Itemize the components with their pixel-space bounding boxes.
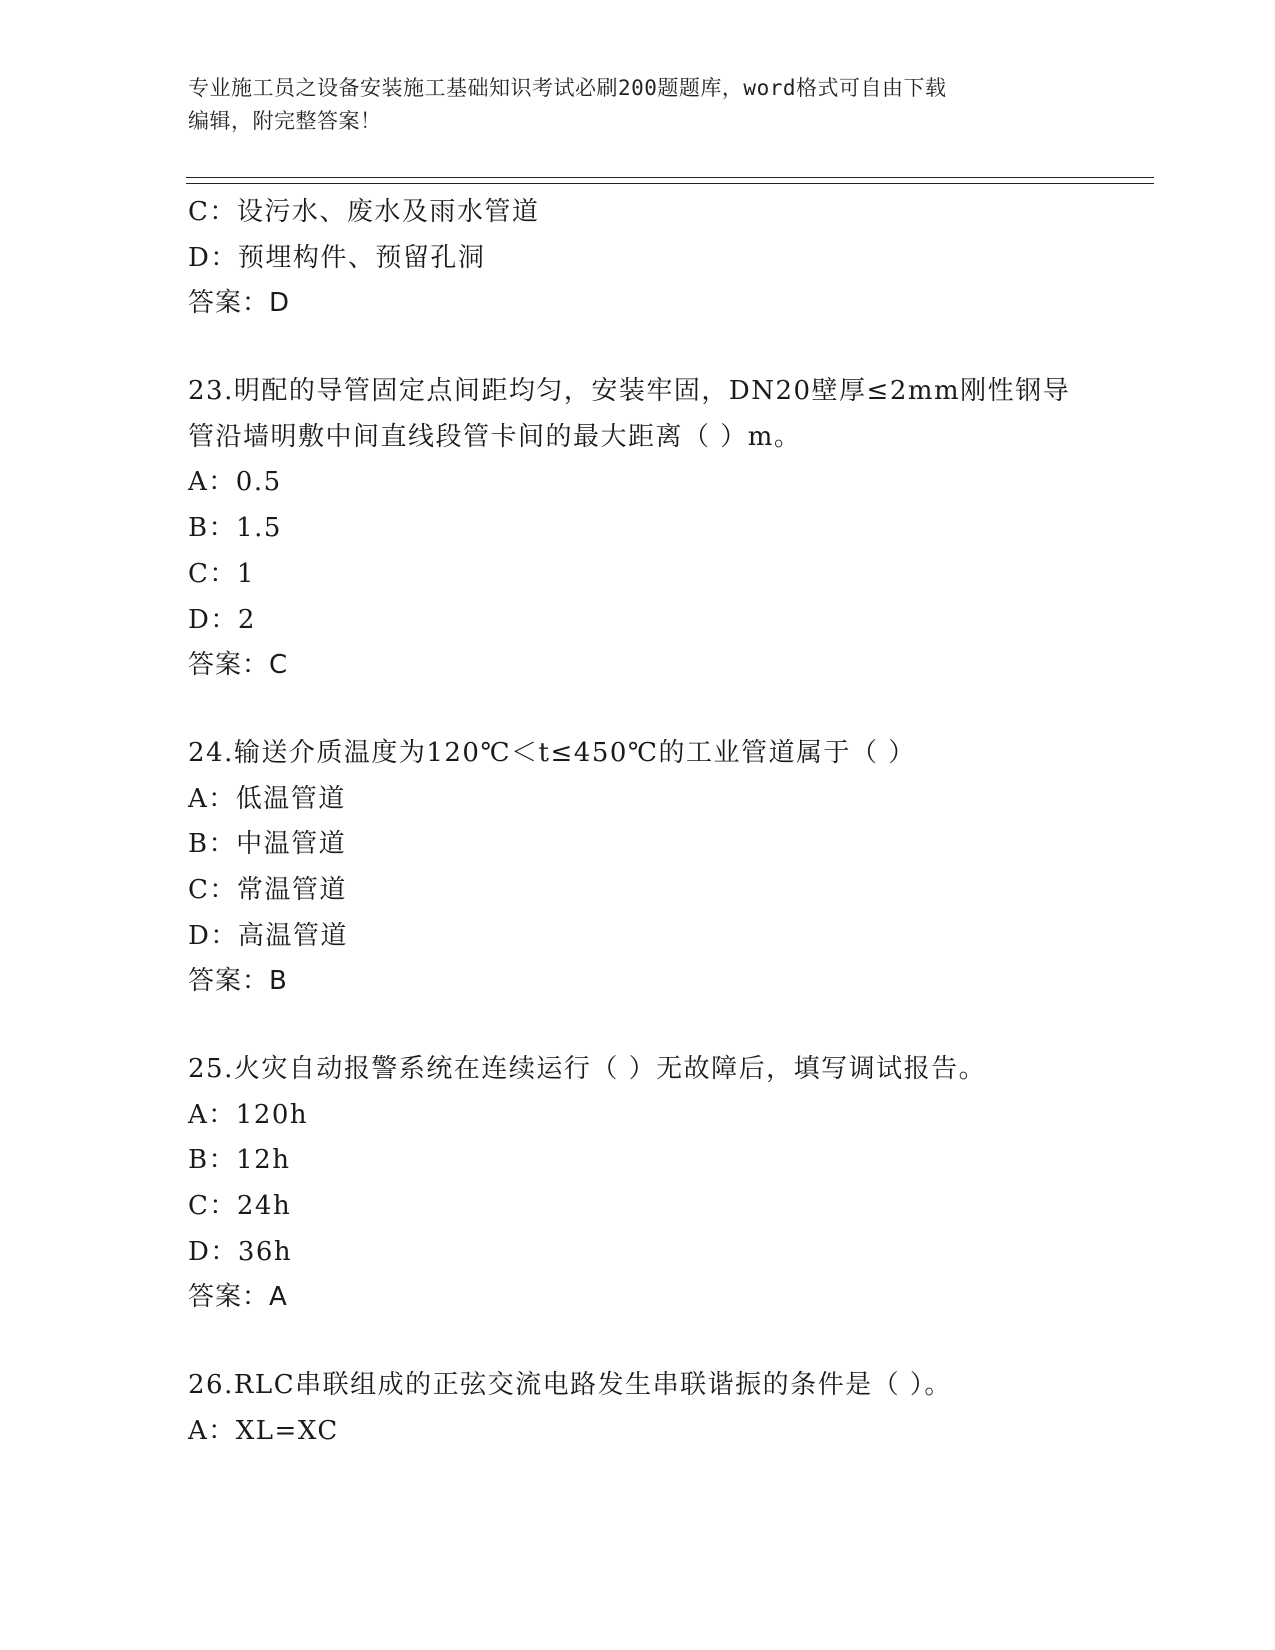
question-gap [188, 1321, 1108, 1363]
question-stem-line-1: 23.明配的导管固定点间距均匀，安装牢固，DN20壁厚≤2mm刚性钢导 [188, 376, 1071, 407]
option-c: C：24h [188, 1191, 292, 1222]
question-26 [188, 1363, 1108, 1454]
option-a: A：120h [188, 1099, 309, 1130]
header-line-2: 编辑，附完整答案！ [188, 109, 382, 133]
option-d: D：高温管道 [188, 920, 348, 951]
answer-line: 答案：B [188, 966, 288, 997]
option-a: A：低温管道 [188, 783, 346, 814]
header-line-1: 专业施工员之设备安装施工基础知识考试必刷200题题库，word格式可自由下载 [188, 76, 947, 100]
question-stem-line-1: 24.输送介质温度为120℃＜t≤450℃的工业管道属于（ ） [188, 737, 916, 768]
question-25 [188, 1047, 1108, 1321]
option-a: A：XL=XC [188, 1415, 339, 1446]
header-rule-bottom [186, 183, 1154, 184]
question-stem-line-1: 25.火灾自动报警系统在连续运行（ ）无故障后，填写调试报告。 [188, 1054, 987, 1084]
option-d: D：2 [188, 604, 256, 635]
option-d: D：预埋构件、预留孔洞 [188, 242, 486, 273]
option-c: C：1 [188, 558, 255, 589]
answer-line: 答案：C [188, 650, 289, 681]
question-24 [188, 731, 1108, 1005]
question-gap [188, 1005, 1108, 1047]
option-c: C：常温管道 [188, 874, 347, 905]
question-gap [188, 689, 1108, 731]
option-b: B：中温管道 [188, 829, 347, 860]
option-b: B：1.5 [188, 513, 282, 544]
question-22-continued [188, 190, 1108, 327]
option-a: A：0.5 [188, 467, 282, 498]
header-rule-top [186, 177, 1154, 178]
option-c: C：设污水、废水及雨水管道 [188, 197, 540, 227]
document-header [188, 72, 1088, 138]
question-stem-line-1: 26.RLC串联组成的正弦交流电路发生串联谐振的条件是（ ）。 [188, 1370, 952, 1401]
question-23 [188, 369, 1108, 689]
option-d: D：36h [188, 1236, 293, 1267]
answer-line: 答案：D [188, 288, 291, 319]
answer-line: 答案：A [188, 1282, 288, 1313]
option-b: B：12h [188, 1145, 291, 1176]
question-list [188, 190, 1108, 1455]
question-gap [188, 327, 1108, 369]
question-stem-line-2: 管沿墙明敷中间直线段管卡间的最大距离（ ）m。 [188, 421, 802, 452]
